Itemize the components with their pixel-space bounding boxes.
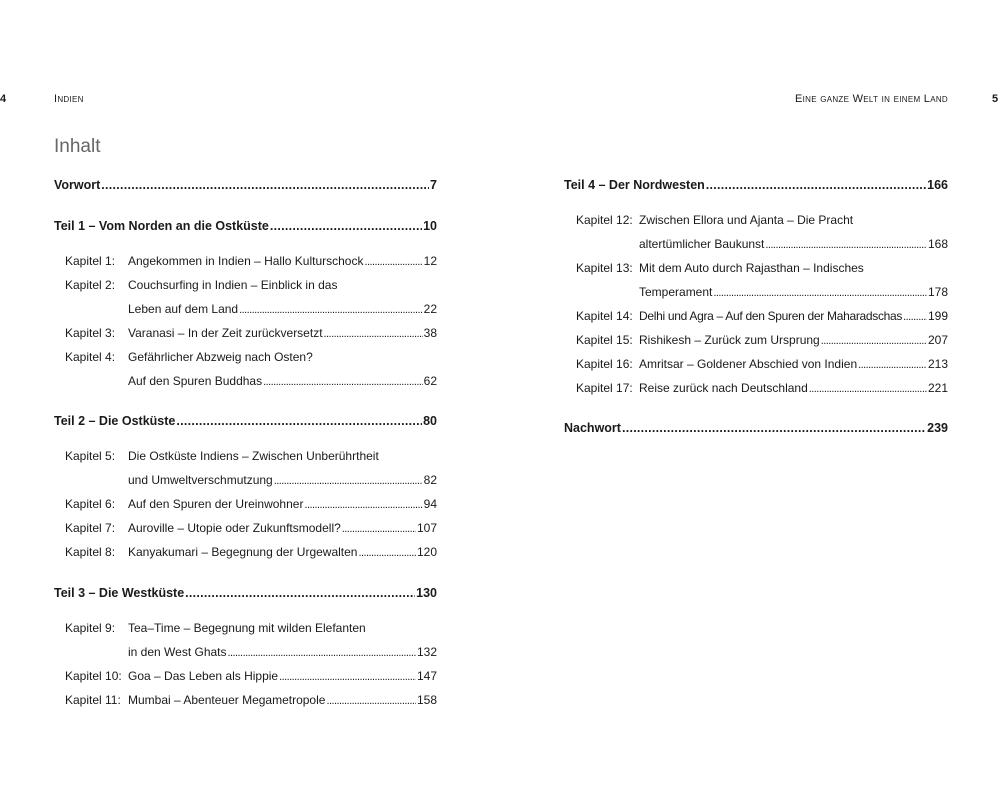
toc-entry-label: Nachwort [564,421,621,435]
toc-chapter-13-continued [576,283,948,301]
leader-dots [858,355,927,374]
toc-chapter-2 [65,276,437,294]
chapter-label: Kapitel 13: [576,261,633,275]
leader-dots [358,543,415,562]
chapter-title: Reise zurück nach Deutschland [639,381,808,395]
toc-page-number: 94 [423,497,437,511]
left-page-number: 4 [0,93,7,105]
toc-chapter-4-continued [65,372,437,390]
toc-entry-vorwort [54,176,437,194]
toc-chapter-7 [65,519,437,537]
toc-page-number: 107 [416,521,437,535]
toc-part-2 [54,412,437,430]
toc-chapter-9-continued [65,643,437,661]
chapter-title: Zwischen Ellora und Ajanta – Die Pracht [639,213,854,227]
chapter-title: Mumbai – Abenteuer Megametropole [128,693,326,707]
toc-page-number: 199 [927,309,948,323]
toc-page-number: 38 [423,326,437,340]
toc-page-number: 213 [927,357,948,371]
toc-chapter-13 [576,259,948,277]
toc-part-1 [54,217,437,235]
toc-page-number: 207 [927,333,948,347]
chapter-title: Auf den Spuren der Ureinwohner [128,497,304,511]
chapter-title: Die Ostküste Indiens – Zwischen Unberührtheit [128,449,379,463]
chapter-title: Delhi und Agra – Auf den Spuren der Maharadschas [639,309,903,323]
toc-part-label: Teil 1 – Vom Norden an die Ostküste [54,219,269,233]
toc-part-label: Teil 4 – Der Nordwesten [564,178,705,192]
toc-page-number: 22 [423,302,437,316]
chapter-title: Goa – Das Leben als Hippie [128,669,279,683]
chapter-title-continued: altertümlicher Baukunst [639,237,765,251]
chapter-label: Kapitel 9: [65,621,116,635]
leader-dots [304,495,422,514]
toc-part-label: Teil 3 – Die Westküste [54,586,185,600]
toc-chapter-5 [65,447,437,465]
leader-dots [326,691,416,710]
chapter-title: Mit dem Auto durch Rajasthan – Indisches [639,261,864,275]
leader-dots [342,519,416,538]
leader-dots [809,379,927,398]
toc-page-number: 168 [927,237,948,251]
toc-page-number: 12 [423,254,437,268]
toc-chapter-10 [65,667,437,685]
leader-dots [263,372,423,391]
chapter-label: Kapitel 8: [65,545,116,559]
chapter-label: Kapitel 2: [65,278,116,292]
toc-page-number: 120 [416,545,437,559]
toc-part-4 [564,176,948,194]
leader-dots [324,324,423,343]
right-running-head: Eine ganze Welt in einem Land [794,93,948,105]
toc-page-number: 221 [927,381,948,395]
chapter-label: Kapitel 5: [65,449,116,463]
toc-chapter-17 [576,379,948,397]
toc-page-number: 178 [927,285,948,299]
leader-dots [228,643,416,662]
chapter-label: Kapitel 4: [65,350,116,364]
leader-dots [903,307,927,326]
chapter-label: Kapitel 11: [65,693,121,707]
leader-dots [101,176,429,194]
chapter-label: Kapitel 3: [65,326,116,340]
toc-chapter-12 [576,211,948,229]
leader-dots [821,331,927,350]
toc-chapter-15 [576,331,948,349]
toc-page-number: 82 [423,473,437,487]
toc-chapter-9 [65,619,437,637]
toc-page-number: 166 [927,178,948,192]
toc-page-number: 10 [423,219,437,233]
toc-chapter-12-continued [576,235,948,253]
leader-dots [176,412,422,430]
chapter-label: Kapitel 15: [576,333,633,347]
chapter-label: Kapitel 7: [65,521,116,535]
toc-chapter-11 [65,691,437,709]
toc-entry-label: Vorwort [54,178,101,192]
toc-page-number: 132 [416,645,437,659]
chapter-label: Kapitel 10: [65,669,122,683]
leader-dots [270,217,422,235]
right-page-number: 5 [992,93,999,105]
leader-dots [622,419,926,437]
leader-dots [364,252,422,271]
chapter-title: Kanyakumari – Begegnung der Urgewalten [128,545,358,559]
toc-page-number: 158 [416,693,437,707]
chapter-title: Angekommen in Indien – Hallo Kulturschock [128,254,364,268]
toc-chapter-16 [576,355,948,373]
toc-page-number: 130 [416,586,437,600]
toc-chapter-4 [65,348,437,366]
toc-chapter-6 [65,495,437,513]
chapter-title: Amritsar – Goldener Abschied von Indien [639,357,858,371]
toc-chapter-5-continued [65,471,437,489]
chapter-title-continued: in den West Ghats [128,645,227,659]
chapter-title-continued: Auf den Spuren Buddhas [128,374,263,388]
leader-dots [185,584,415,602]
chapter-label: Kapitel 12: [576,213,633,227]
toc-entry-nachwort [564,419,948,437]
left-running-head: Indien [54,93,84,105]
chapter-title: Auroville – Utopie oder Zukunftsmodell? [128,521,341,535]
toc-part-3 [54,584,437,602]
toc-page-number: 62 [423,374,437,388]
chapter-title-continued: und Umweltverschmutzung [128,473,273,487]
chapter-label: Kapitel 6: [65,497,116,511]
toc-page-number: 7 [430,178,437,192]
chapter-title: Varanasi – In der Zeit zurückversetzt [128,326,323,340]
chapter-title-continued: Leben auf dem Land [128,302,239,316]
chapter-title: Tea–Time – Begegnung mit wilden Elefanten [128,621,366,635]
toc-page-number: 80 [423,414,437,428]
chapter-title: Couchsurfing in Indien – Einblick in das [128,278,338,292]
chapter-label: Kapitel 1: [65,254,116,268]
chapter-title: Gefährlicher Abzweig nach Osten? [128,350,313,364]
toc-chapter-3 [65,324,437,342]
leader-dots [713,283,927,302]
chapter-title: Rishikesh – Zurück zum Ursprung [639,333,820,347]
leader-dots [279,667,416,686]
chapter-label: Kapitel 17: [576,381,633,395]
toc-page-number: 147 [416,669,437,683]
chapter-label: Kapitel 14: [576,309,633,323]
chapter-label: Kapitel 16: [576,357,633,371]
leader-dots [274,471,423,490]
leader-dots [765,235,927,254]
toc-chapter-2-continued [65,300,437,318]
toc-chapter-1 [65,252,437,270]
toc-chapter-14 [576,307,948,325]
leader-dots [706,176,926,194]
toc-chapter-8 [65,543,437,561]
toc-page-number: 239 [927,421,948,435]
chapter-title-continued: Temperament [639,285,713,299]
leader-dots [239,300,423,319]
page-title: Inhalt [54,136,101,157]
toc-part-label: Teil 2 – Die Ostküste [54,414,176,428]
